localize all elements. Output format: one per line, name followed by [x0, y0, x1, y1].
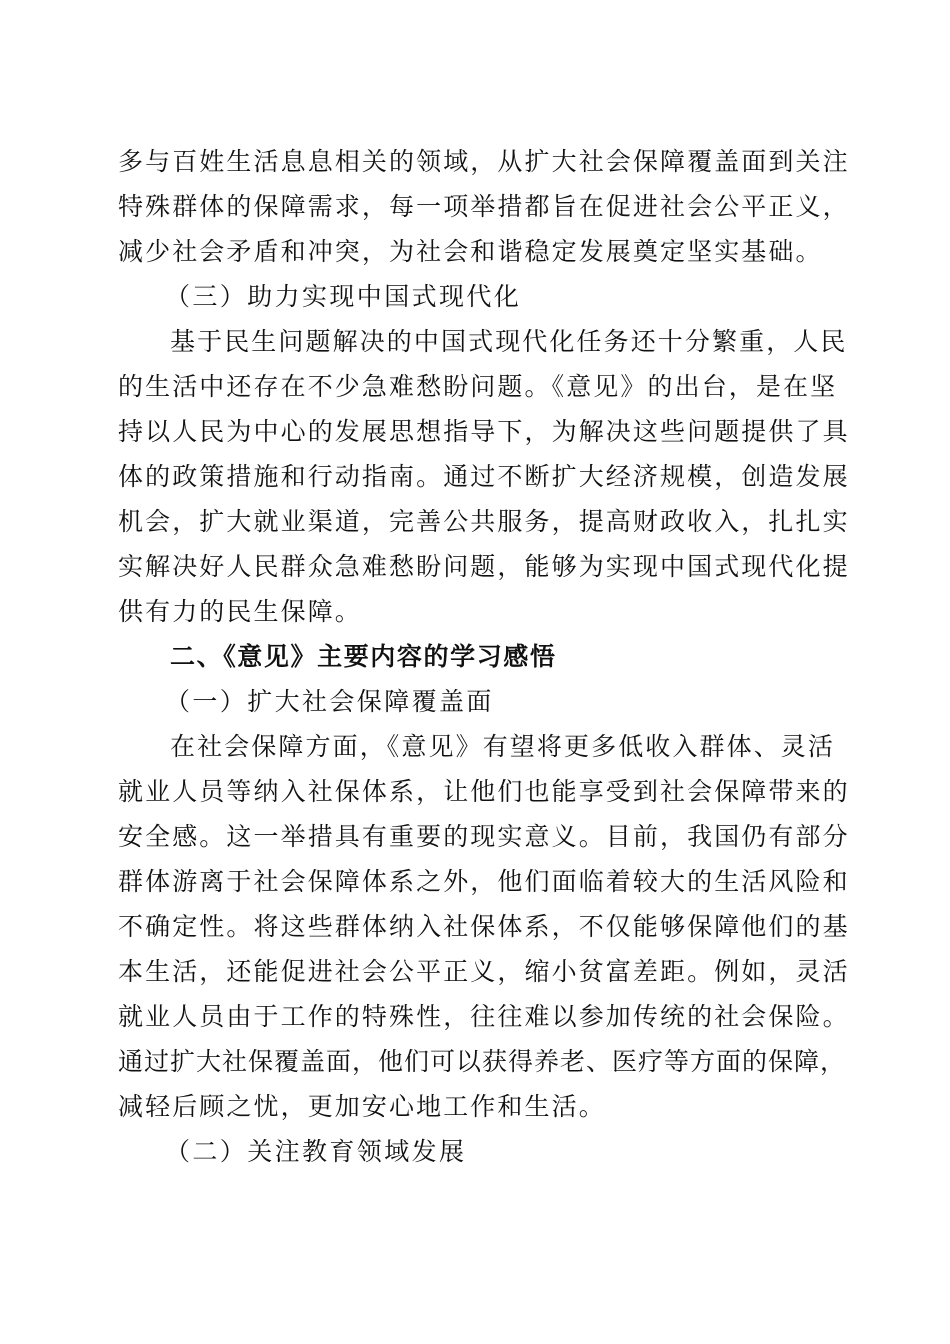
body-text-line: 实解决好人民群众急难愁盼问题，能够为实现中国式现代化提: [118, 552, 850, 581]
section-heading: 二、《意见》主要内容的学习感悟: [170, 642, 557, 671]
body-text-line: 的生活中还存在不少急难愁盼问题。《意见》的出台，是在坚: [118, 372, 838, 401]
body-text-line: 多与百姓生活息息相关的领域，从扩大社会保障覆盖面到关注: [118, 147, 850, 176]
body-text-line: 减轻后顾之忧，更加安心地工作和生活。: [118, 1092, 606, 1121]
section-subheading: （三）助力实现中国式现代化: [165, 282, 522, 311]
body-text-line: 不确定性。将这些群体纳入社保体系，不仅能够保障他们的基: [118, 912, 850, 941]
body-text-line: 减少社会矛盾和冲突，为社会和谐稳定发展奠定坚实基础。: [118, 237, 823, 266]
paragraph-first-line: 在社会保障方面，《意见》有望将更多低收入群体、灵活: [170, 732, 836, 761]
section-subheading: （二）关注教育领域发展: [165, 1137, 467, 1166]
body-text-line: 持以人民为中心的发展思想指导下，为解决这些问题提供了具: [118, 417, 850, 446]
body-text-line: 就业人员等纳入社保体系，让他们也能享受到社会保障带来的: [118, 777, 850, 806]
body-text-line: 通过扩大社保覆盖面，他们可以获得养老、医疗等方面的保障，: [118, 1047, 847, 1076]
body-text-line: 群体游离于社会保障体系之外，他们面临着较大的生活风险和: [118, 867, 850, 896]
body-text-line: 机会，扩大就业渠道，完善公共服务，提高财政收入，扎扎实: [118, 507, 850, 536]
body-text-line: 特殊群体的保障需求，每一项举措都旨在促进社会公平正义，: [118, 192, 850, 221]
body-text-line: 供有力的民生保障。: [118, 597, 362, 626]
body-text-line: 安全感。这一举措具有重要的现实意义。目前，我国仍有部分: [118, 822, 850, 851]
body-text-line: 就业人员由于工作的特殊性，往往难以参加传统的社会保险。: [118, 1002, 850, 1031]
paragraph-first-line: 基于民生问题解决的中国式现代化任务还十分繁重，人民: [170, 327, 848, 356]
body-text-line: 体的政策措施和行动指南。通过不断扩大经济规模，创造发展: [118, 462, 850, 491]
body-text-line: 本生活，还能促进社会公平正义，缩小贫富差距。例如，灵活: [118, 957, 850, 986]
section-subheading: （一）扩大社会保障覆盖面: [165, 687, 494, 716]
